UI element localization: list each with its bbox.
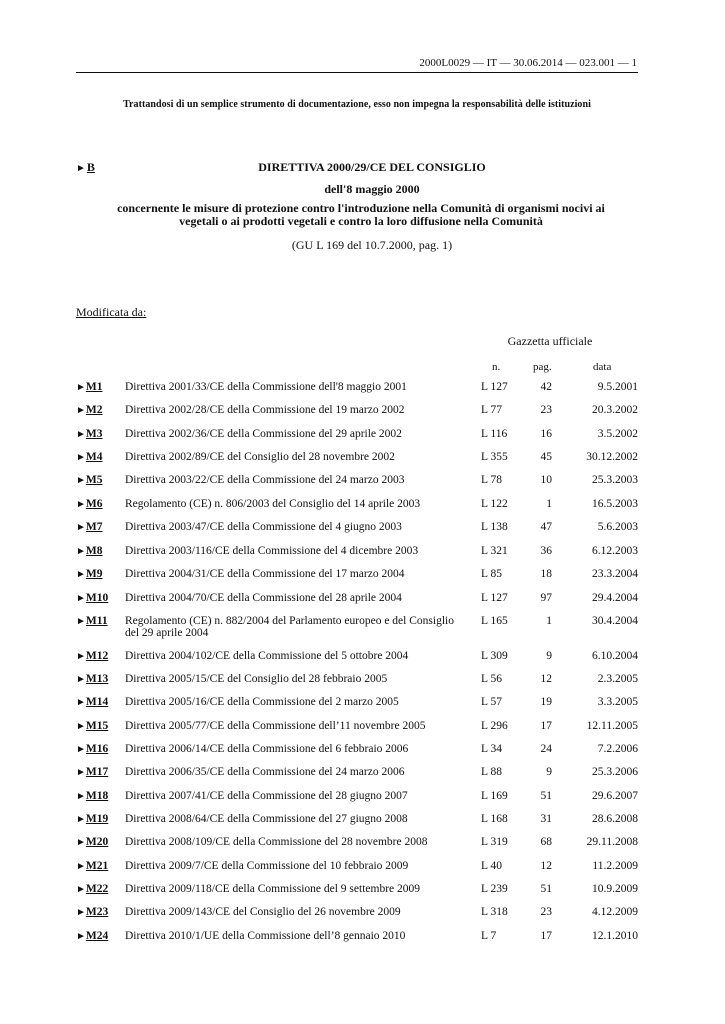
marker-arrow-icon: ► bbox=[76, 837, 86, 848]
journal-number: L 85 bbox=[481, 568, 502, 580]
journal-page: 17 bbox=[540, 720, 552, 732]
marker-arrow-icon: ► bbox=[76, 721, 86, 732]
column-header-date: data bbox=[593, 361, 612, 373]
amendment-title: Regolamento (CE) n. 882/2004 del Parlamento europeo e del Consiglio del 29 aprile 2004 bbox=[125, 615, 454, 639]
journal-date: 23.3.2004 bbox=[592, 568, 638, 580]
amendment-title: Direttiva 2008/64/CE della Commissione del 27 giugno 2008 bbox=[125, 813, 408, 825]
amendment-title: Direttiva 2001/33/CE della Commissione dell'8 maggio 2001 bbox=[125, 381, 407, 393]
column-header-page: pag. bbox=[533, 361, 552, 373]
amendment-marker-link[interactable] bbox=[76, 474, 103, 487]
journal-page: 51 bbox=[540, 883, 552, 895]
journal-page: 97 bbox=[540, 592, 552, 604]
amendment-code: M4 bbox=[85, 451, 103, 463]
journal-date: 12.11.2005 bbox=[586, 720, 638, 732]
amendment-marker-link[interactable] bbox=[76, 906, 108, 919]
document-reference: 2000L0029 — IT — 30.06.2014 — 023.001 — 1 bbox=[419, 57, 637, 69]
marker-arrow-icon: ► bbox=[76, 767, 86, 778]
journal-page: 23 bbox=[540, 906, 552, 918]
marker-arrow-icon: ► bbox=[76, 907, 86, 918]
journal-date: 30.4.2004 bbox=[592, 615, 638, 627]
amendment-title: Direttiva 2003/47/CE della Commissione del 4 giugno 2003 bbox=[125, 521, 402, 533]
amendment-code: M11 bbox=[85, 615, 108, 627]
amendment-code: M21 bbox=[85, 860, 109, 872]
journal-page: 47 bbox=[540, 521, 552, 533]
marker-arrow-icon: ► bbox=[76, 861, 86, 872]
amendment-title: Direttiva 2009/7/CE della Commissione del 10 febbraio 2009 bbox=[125, 860, 409, 872]
amendment-title: Direttiva 2002/89/CE del Consiglio del 28 novembre 2002 bbox=[125, 451, 395, 463]
journal-date: 3.3.2005 bbox=[597, 696, 638, 708]
amendment-title: Direttiva 2002/36/CE della Commissione del 29 aprile 2002 bbox=[125, 428, 402, 440]
amendment-code: M22 bbox=[85, 883, 109, 895]
journal-date: 5.6.2003 bbox=[597, 521, 638, 533]
amendment-marker-link[interactable] bbox=[76, 766, 108, 779]
amendment-code: M5 bbox=[85, 474, 103, 486]
journal-date: 30.12.2002 bbox=[586, 451, 638, 463]
amendment-title: Direttiva 2003/116/CE della Commissione del 4 dicembre 2003 bbox=[125, 545, 419, 557]
act-marker-link[interactable] bbox=[76, 160, 95, 175]
journal-date: 16.5.2003 bbox=[592, 498, 638, 510]
amendment-code: M10 bbox=[85, 592, 109, 604]
amendment-marker-link[interactable] bbox=[76, 930, 108, 943]
marker-arrow-icon: ► bbox=[76, 405, 86, 416]
marker-arrow-icon: ► bbox=[76, 569, 86, 580]
amendment-marker-link[interactable] bbox=[76, 545, 103, 558]
amendment-code: M9 bbox=[85, 568, 103, 580]
journal-date: 4.12.2009 bbox=[592, 906, 638, 918]
amendment-code: M20 bbox=[85, 836, 109, 848]
amendment-code: M1 bbox=[85, 381, 103, 393]
journal-page: 1 bbox=[546, 615, 552, 627]
marker-arrow-icon: ► bbox=[76, 791, 86, 802]
journal-date: 6.10.2004 bbox=[592, 650, 638, 662]
journal-date: 20.3.2002 bbox=[592, 404, 638, 416]
amendment-title: Direttiva 2009/118/CE della Commissione del 9 settembre 2009 bbox=[125, 883, 421, 895]
marker-arrow-icon: ► bbox=[76, 744, 86, 755]
act-journal-reference: (GU L 169 del 10.7.2000, pag. 1) bbox=[291, 238, 453, 252]
marker-arrow-icon: ► bbox=[76, 475, 86, 486]
marker-arrow-icon: ► bbox=[76, 499, 86, 510]
journal-number: L 116 bbox=[481, 428, 508, 440]
disclaimer-text: Trattandosi di un semplice strumento di documentazione, esso non impegna la responsabilità delle istituzioni bbox=[123, 99, 591, 110]
amendment-title: Direttiva 2005/16/CE della Commissione del 2 marzo 2005 bbox=[125, 696, 399, 708]
header-divider bbox=[76, 72, 638, 73]
marker-arrow-icon: ► bbox=[76, 382, 86, 393]
journal-date: 29.6.2007 bbox=[592, 790, 638, 802]
amendment-marker-link[interactable] bbox=[76, 790, 108, 803]
marker-arrow-icon: ► bbox=[76, 931, 86, 942]
act-subject: concernente le misure di protezione contro l'introduzione nella Comunità di organismi nocivi ai vegetali o ai prodotti vegetali e contro la loro diffusione nella Comunità bbox=[117, 201, 605, 228]
amendments-heading: Modificata da: bbox=[76, 305, 147, 319]
act-date: dell'8 maggio 2000 bbox=[324, 182, 420, 196]
gazette-heading: Gazzetta ufficiale bbox=[507, 334, 593, 348]
amendment-marker-link[interactable] bbox=[76, 860, 108, 873]
journal-date: 9.5.2001 bbox=[597, 381, 638, 393]
marker-arrow-icon: ► bbox=[76, 522, 86, 533]
amendment-code: M15 bbox=[85, 720, 109, 732]
journal-number: L 7 bbox=[481, 930, 497, 942]
column-header-number: n. bbox=[492, 361, 501, 373]
amendment-code: M3 bbox=[85, 428, 103, 440]
journal-date: 7.2.2006 bbox=[597, 743, 638, 755]
journal-number: L 127 bbox=[481, 381, 508, 393]
marker-code: B bbox=[86, 160, 95, 174]
amendment-marker-link[interactable] bbox=[76, 404, 103, 417]
journal-number: L 40 bbox=[481, 860, 502, 872]
amendment-title: Direttiva 2005/15/CE del Consiglio del 28 febbraio 2005 bbox=[125, 673, 388, 685]
amendment-marker-link[interactable] bbox=[76, 451, 103, 464]
journal-page: 45 bbox=[540, 451, 552, 463]
journal-number: L 122 bbox=[481, 498, 508, 510]
amendment-marker-link[interactable] bbox=[76, 696, 108, 709]
amendment-title: Direttiva 2002/28/CE della Commissione del 19 marzo 2002 bbox=[125, 404, 405, 416]
journal-number: L 165 bbox=[481, 615, 508, 627]
marker-arrow-icon: ► bbox=[76, 814, 86, 825]
journal-date: 11.2.2009 bbox=[592, 860, 638, 872]
amendment-code: M23 bbox=[85, 906, 109, 918]
amendment-marker-link[interactable] bbox=[76, 673, 108, 686]
journal-number: L 34 bbox=[481, 743, 502, 755]
amendment-marker-link[interactable] bbox=[76, 381, 103, 394]
journal-page: 24 bbox=[540, 743, 552, 755]
journal-page: 9 bbox=[546, 650, 552, 662]
journal-number: L 77 bbox=[481, 404, 502, 416]
journal-date: 25.3.2006 bbox=[592, 766, 638, 778]
journal-number: L 239 bbox=[481, 883, 508, 895]
amendment-title: Direttiva 2009/143/CE del Consiglio del 26 novembre 2009 bbox=[125, 906, 401, 918]
journal-number: L 321 bbox=[481, 545, 508, 557]
amendment-code: M16 bbox=[85, 743, 109, 755]
journal-page: 1 bbox=[546, 498, 552, 510]
journal-page: 36 bbox=[540, 545, 552, 557]
marker-arrow-icon: ► bbox=[76, 884, 86, 895]
amendment-code: M17 bbox=[85, 766, 109, 778]
amendment-marker-link[interactable] bbox=[76, 836, 108, 849]
amendment-code: M18 bbox=[85, 790, 109, 802]
journal-date: 29.4.2004 bbox=[592, 592, 638, 604]
amendment-marker-link[interactable] bbox=[76, 615, 108, 628]
journal-date: 29.11.2008 bbox=[586, 836, 638, 848]
marker-arrow-icon: ► bbox=[76, 697, 86, 708]
amendment-code: M14 bbox=[85, 696, 109, 708]
amendment-marker-link[interactable] bbox=[76, 720, 108, 733]
marker-arrow-icon: ► bbox=[76, 163, 86, 174]
amendment-title: Direttiva 2004/102/CE della Commissione del 5 ottobre 2004 bbox=[125, 650, 409, 662]
journal-page: 23 bbox=[540, 404, 552, 416]
journal-page: 31 bbox=[540, 813, 552, 825]
journal-page: 42 bbox=[540, 381, 552, 393]
journal-number: L 57 bbox=[481, 696, 502, 708]
amendment-title: Direttiva 2006/14/CE della Commissione del 6 febbraio 2006 bbox=[125, 743, 409, 755]
marker-arrow-icon: ► bbox=[76, 429, 86, 440]
journal-page: 10 bbox=[540, 474, 552, 486]
journal-number: L 88 bbox=[481, 766, 502, 778]
journal-page: 18 bbox=[540, 568, 552, 580]
journal-number: L 296 bbox=[481, 720, 508, 732]
journal-page: 51 bbox=[540, 790, 552, 802]
journal-page: 19 bbox=[540, 696, 552, 708]
journal-number: L 169 bbox=[481, 790, 508, 802]
amendment-marker-link[interactable] bbox=[76, 568, 103, 581]
journal-date: 2.3.2005 bbox=[597, 673, 638, 685]
amendment-marker-link[interactable] bbox=[76, 813, 108, 826]
journal-page: 9 bbox=[546, 766, 552, 778]
journal-number: L 319 bbox=[481, 836, 508, 848]
amendment-title: Regolamento (CE) n. 806/2003 del Consiglio del 14 aprile 2003 bbox=[125, 498, 421, 510]
amendment-title: Direttiva 2008/109/CE della Commissione del 28 novembre 2008 bbox=[125, 836, 428, 848]
journal-number: L 168 bbox=[481, 813, 508, 825]
journal-date: 12.1.2010 bbox=[592, 930, 638, 942]
journal-number: L 309 bbox=[481, 650, 508, 662]
marker-arrow-icon: ► bbox=[76, 452, 86, 463]
amendment-title: Direttiva 2010/1/UE della Commissione dell’8 gennaio 2010 bbox=[125, 930, 406, 942]
amendment-code: M2 bbox=[85, 404, 103, 416]
amendment-code: M19 bbox=[85, 813, 109, 825]
amendment-marker-link[interactable] bbox=[76, 883, 108, 896]
amendment-code: M7 bbox=[85, 521, 103, 533]
amendment-marker-link[interactable] bbox=[76, 592, 108, 605]
amendment-marker-link[interactable] bbox=[76, 743, 108, 756]
journal-number: L 138 bbox=[481, 521, 508, 533]
marker-arrow-icon: ► bbox=[76, 546, 86, 557]
marker-arrow-icon: ► bbox=[76, 674, 86, 685]
amendment-title: Direttiva 2004/70/CE della Commissione del 28 aprile 2004 bbox=[125, 592, 402, 604]
amendment-code: M12 bbox=[85, 650, 109, 662]
journal-number: L 56 bbox=[481, 673, 502, 685]
amendment-code: M6 bbox=[85, 498, 103, 510]
amendment-code: M24 bbox=[85, 930, 109, 942]
journal-date: 28.6.2008 bbox=[592, 813, 638, 825]
amendment-code: M8 bbox=[85, 545, 103, 557]
journal-number: L 127 bbox=[481, 592, 508, 604]
journal-number: L 78 bbox=[481, 474, 502, 486]
marker-arrow-icon: ► bbox=[76, 593, 86, 604]
journal-date: 25.3.2003 bbox=[592, 474, 638, 486]
journal-date: 3.5.2002 bbox=[597, 428, 638, 440]
journal-number: L 355 bbox=[481, 451, 508, 463]
journal-number: L 318 bbox=[481, 906, 508, 918]
marker-arrow-icon: ► bbox=[76, 616, 86, 627]
journal-page: 12 bbox=[540, 860, 552, 872]
journal-page: 17 bbox=[540, 930, 552, 942]
amendment-title: Direttiva 2005/77/CE della Commissione dell’11 novembre 2005 bbox=[125, 720, 426, 732]
amendment-marker-link[interactable] bbox=[76, 498, 103, 511]
amendment-code: M13 bbox=[85, 673, 109, 685]
amendment-marker-link[interactable] bbox=[76, 521, 103, 534]
amendment-title: Direttiva 2004/31/CE della Commissione del 17 marzo 2004 bbox=[125, 568, 405, 580]
journal-date: 10.9.2009 bbox=[592, 883, 638, 895]
journal-page: 16 bbox=[540, 428, 552, 440]
act-title: DIRETTIVA 2000/29/CE DEL CONSIGLIO bbox=[258, 160, 486, 174]
journal-date: 6.12.2003 bbox=[592, 545, 638, 557]
amendment-marker-link[interactable] bbox=[76, 650, 108, 663]
marker-arrow-icon: ► bbox=[76, 651, 86, 662]
amendment-title: Direttiva 2006/35/CE della Commissione del 24 marzo 2006 bbox=[125, 766, 405, 778]
journal-page: 12 bbox=[540, 673, 552, 685]
amendment-title: Direttiva 2007/41/CE della Commissione del 28 giugno 2007 bbox=[125, 790, 408, 802]
amendment-title: Direttiva 2003/22/CE della Commissione del 24 marzo 2003 bbox=[125, 474, 405, 486]
amendment-marker-link[interactable] bbox=[76, 428, 103, 441]
journal-page: 68 bbox=[540, 836, 552, 848]
